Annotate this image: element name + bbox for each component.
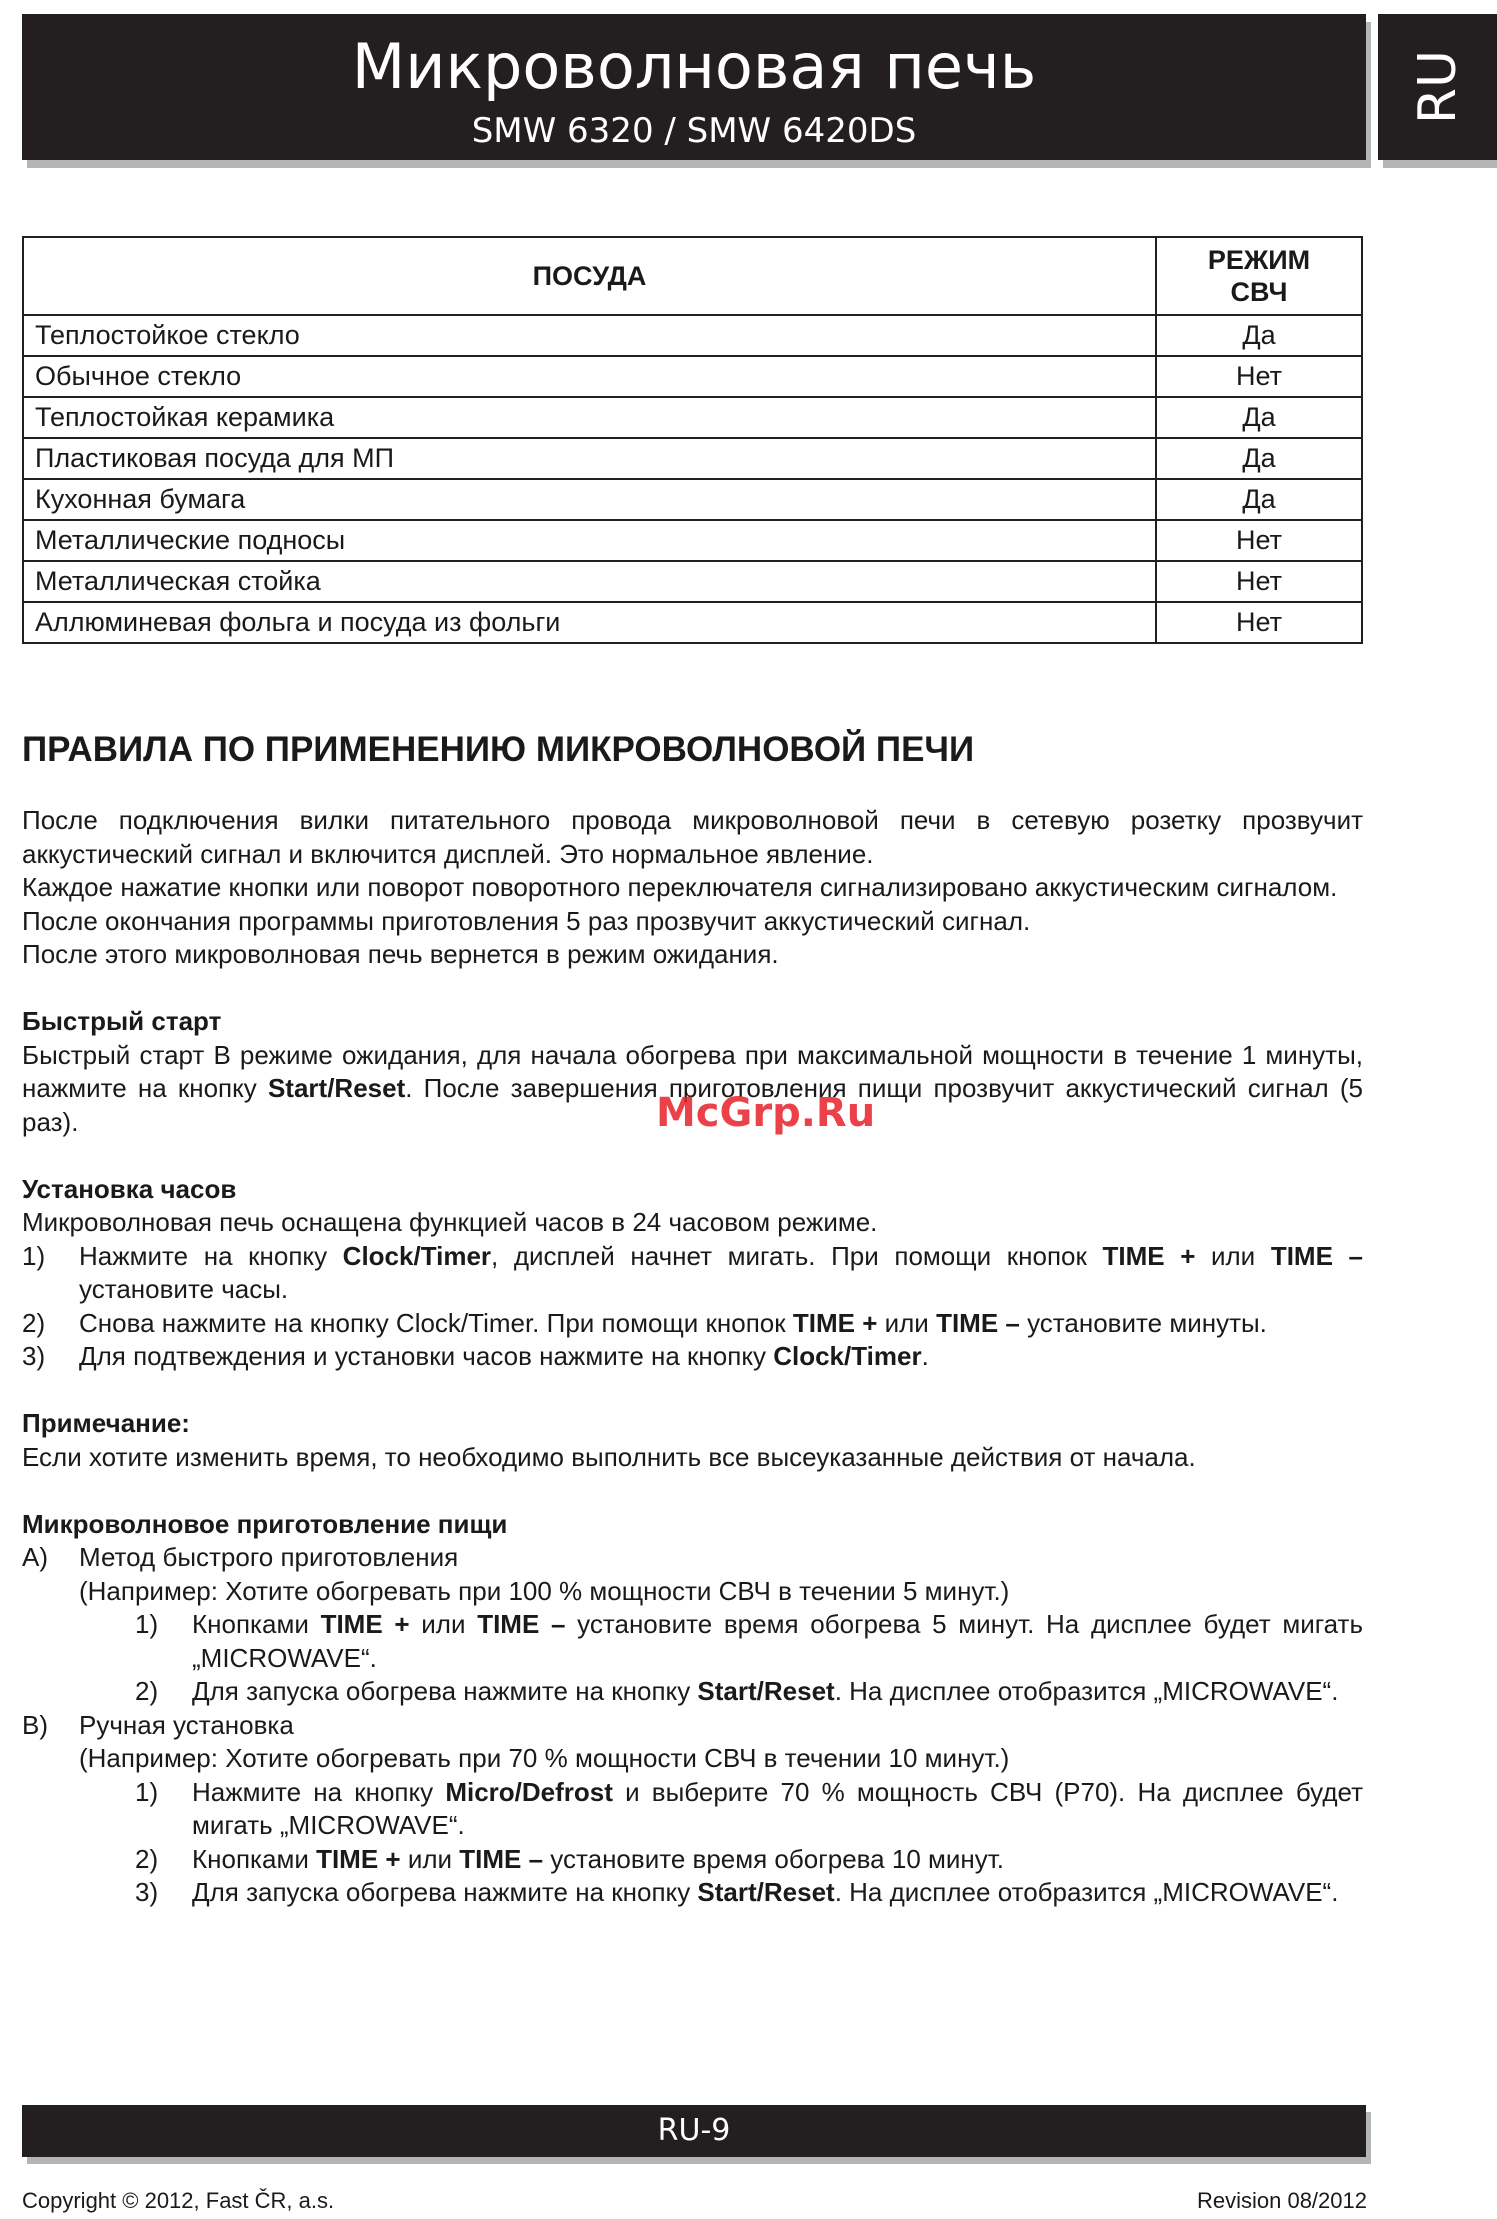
watermark: McGrp.Ru: [656, 1090, 876, 1136]
document-body: [22, 804, 1363, 1910]
quick-start-title: Быстрый старт: [22, 1006, 222, 1036]
cell-item: Обычное стекло: [23, 356, 1156, 397]
cell-item: Металлическая стойка: [23, 561, 1156, 602]
cell-value: Нет: [1156, 520, 1362, 561]
cell-item: Пластиковая посуда для МП: [23, 438, 1156, 479]
table-header-row: [23, 237, 1362, 315]
intro-paragraph: После окончания программы приготовления 5 раз прозвучит аккустический сигнал.: [22, 905, 1031, 936]
cell-item: Металлические подносы: [23, 520, 1156, 561]
cell-item: Теплостойкое стекло: [23, 315, 1156, 356]
cell-value: Нет: [1156, 356, 1362, 397]
clock-title: Установка часов: [22, 1173, 237, 1204]
header-bar: [22, 14, 1366, 160]
micro-title: Микроволновое приготовление пищи: [22, 1508, 508, 1539]
table-row: [23, 397, 1362, 438]
example-text: (Например: Хотите обогревать при 100 % мощности СВЧ в течении 5 минут.): [79, 1575, 1010, 1606]
list-item: 1) Нажмите на кнопку Micro/Defrost и выберите 70 % мощность СВЧ (P70). На дисплее будет мигать „MICROWAVE“.: [135, 1776, 1363, 1840]
note-title: Примечание:: [22, 1408, 190, 1438]
table-row: [23, 602, 1362, 643]
col-header-mode-text: РЕЖИМ СВЧ: [1207, 245, 1311, 307]
clock-intro: Микроволновая печь оснащена функцией часов в 24 часовом режиме.: [22, 1207, 878, 1237]
list-item: 1) Кнопками TIME + или TIME – установите время обогрева 5 минут. На дисплее будет мигать „MICROWAVE“.: [135, 1609, 1364, 1673]
intro-paragraph: Каждое нажатие кнопки или поворот поворотного переключателя сигнализировано аккустическим сигналом.: [22, 872, 1338, 902]
intro-paragraph: После подключения вилки питательного провода микроволновой печи в сетевую розетку прозвучит аккустический сигнал и включится дисплей. Это нормальное явление.: [22, 805, 1363, 869]
language-tab: [1378, 14, 1497, 160]
table-row: [23, 438, 1362, 479]
cell-item: Теплостойкая керамика: [23, 397, 1156, 438]
cell-value: Нет: [1156, 561, 1362, 602]
cell-value: Да: [1156, 397, 1362, 438]
list-item: 2) Кнопками TIME + или TIME – установите время обогрева 10 минут.: [135, 1843, 1005, 1874]
copyright-text: Copyright © 2012, Fast ČR, a.s.: [22, 2188, 335, 2213]
list-item: A) Метод быстрого приготовления: [22, 1542, 459, 1572]
col-header-mode: [1156, 237, 1362, 315]
page-number: RU-9: [657, 2113, 731, 2148]
table-row: [23, 520, 1362, 561]
table-row: [23, 315, 1362, 356]
cell-item: Кухонная бумага: [23, 479, 1156, 520]
page-title: Микроволновая печь: [351, 30, 1037, 103]
revision-text: Revision 08/2012: [1196, 2188, 1367, 2213]
table-row: [23, 561, 1362, 602]
language-label: RU: [1407, 49, 1468, 125]
cell-value: Да: [1156, 438, 1362, 479]
list-item: B) Ручная установка: [22, 1709, 294, 1740]
section-heading: ПРАВИЛА ПО ПРИМЕНЕНИЮ МИКРОВОЛНОВОЙ ПЕЧИ: [22, 730, 975, 769]
col-header-cookware: ПОСУДА: [23, 237, 1156, 315]
list-item: 3) Для запуска обогрева нажмите на кнопку Start/Reset. На дисплее отобразится „MICROWAVE“.: [135, 1877, 1339, 1907]
table-row: [23, 479, 1362, 520]
model-subtitle: SMW 6320 / SMW 6420DS: [471, 111, 917, 151]
quick-start-text: Быстрый старт В режиме ожидания, для начала обогрева при максимальной мощности в течение 1 минуты, нажмите на кнопку Start/Reset. После завершения приготовления пищи прозвучит аккустический сигнал (5 раз).: [22, 1039, 1363, 1137]
table-row: [23, 356, 1362, 397]
cell-value: Да: [1156, 315, 1362, 356]
cell-value: Да: [1156, 479, 1362, 520]
list-item: 2) Для запуска обогрева нажмите на кнопку Start/Reset. На дисплее отобразится „MICROWAVE“.: [135, 1676, 1339, 1706]
footer-bar: [22, 2105, 1366, 2157]
cell-value: Нет: [1156, 602, 1362, 643]
cookware-table: [22, 236, 1363, 644]
list-item: 1) Нажмите на кнопку Clock/Timer, дисплей начнет мигать. При помощи кнопок TIME + или TIME – установите часы.: [22, 1240, 1363, 1304]
note-text: Если хотите изменить время, то необходимо выполнить все высеуказанные действия от начала.: [22, 1441, 1196, 1472]
intro-paragraph: После этого микроволновая печь вернется в режим ожидания.: [22, 939, 779, 969]
list-item: 2) Снова нажмите на кнопку Clock/Timer. При помощи кнопок TIME + или TIME – установите минуты.: [22, 1307, 1267, 1338]
example-text: (Например: Хотите обогревать при 70 % мощности СВЧ в течении 10 минут.): [79, 1743, 1010, 1773]
cell-item: Аллюминевая фольга и посуда из фольги: [23, 602, 1156, 643]
list-item: 3) Для подтвеждения и установки часов нажмите на кнопку Clock/Timer.: [22, 1341, 929, 1371]
